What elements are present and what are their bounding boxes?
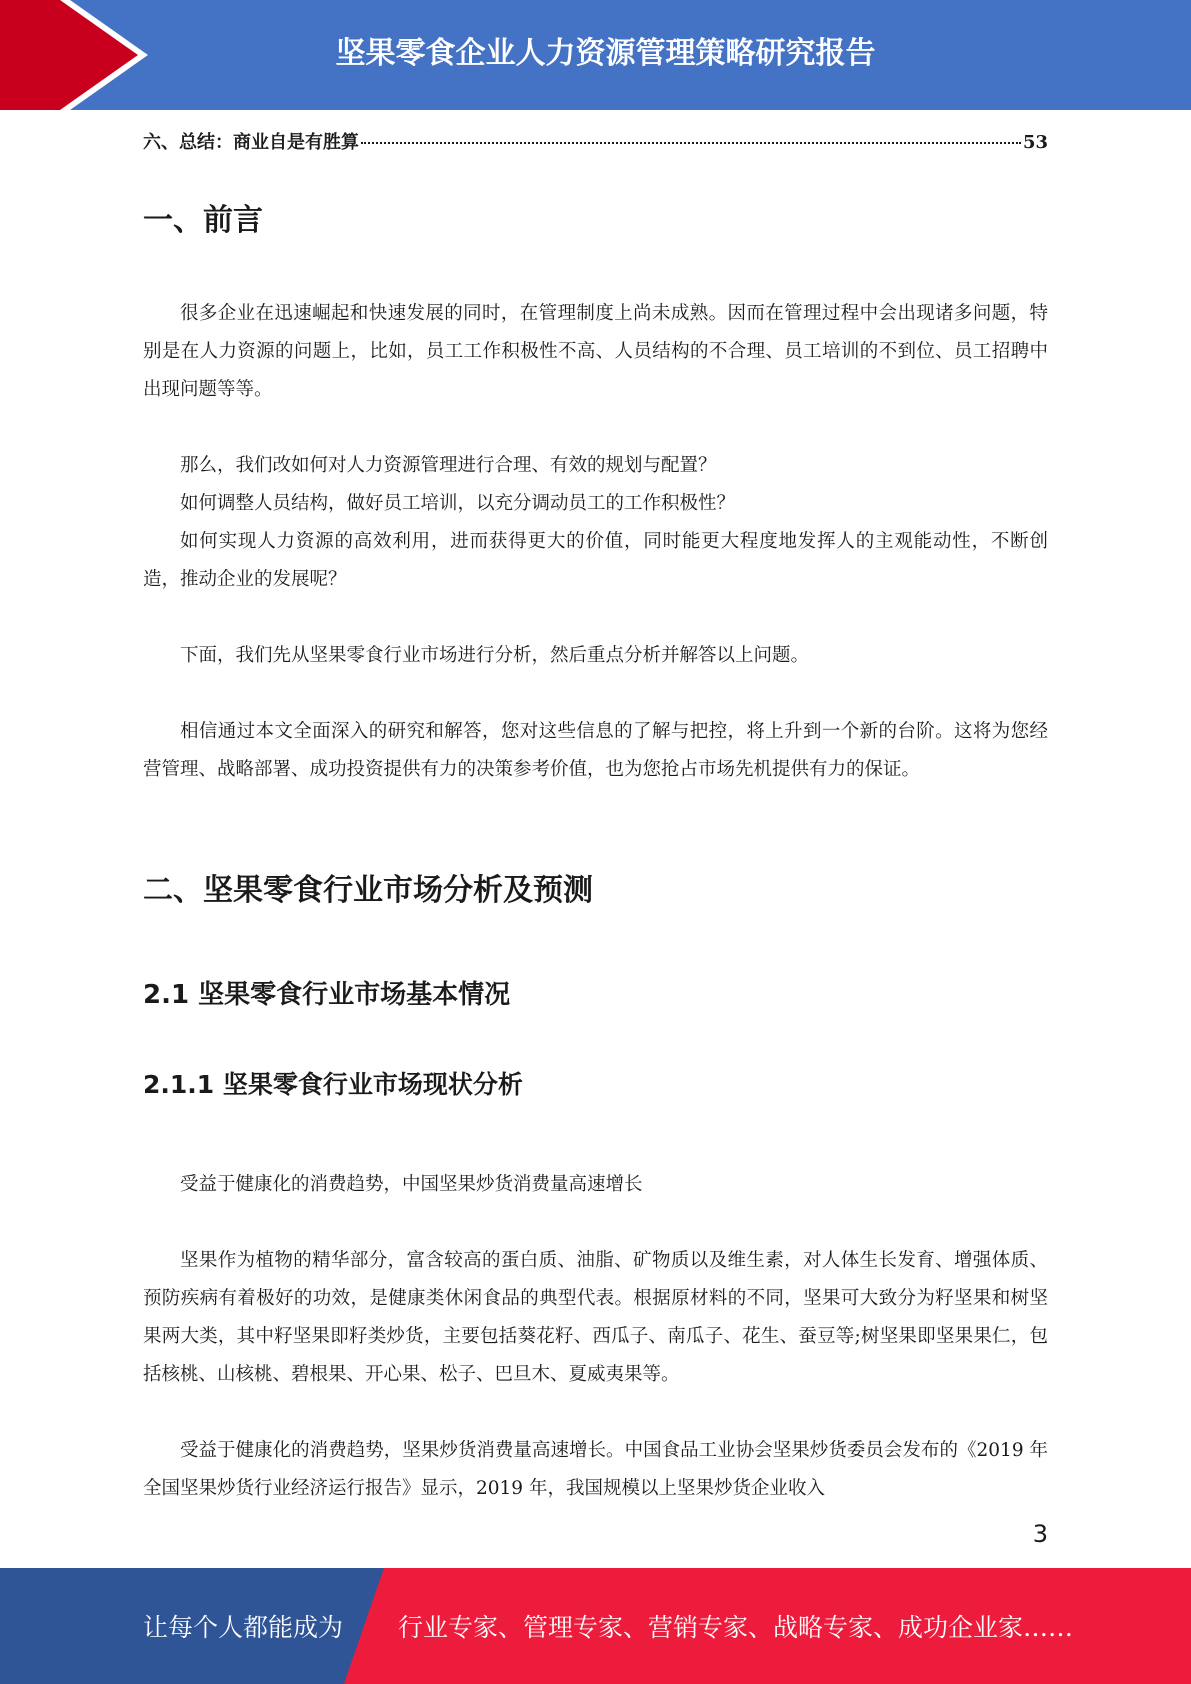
document-body bbox=[143, 128, 1048, 1499]
subsection-heading-2-1: 2.1 坚果零食行业市场基本情况 bbox=[143, 980, 511, 1010]
toc-entry[interactable] bbox=[143, 128, 1048, 154]
toc-entry-label: 六、总结：商业自是有胜算 bbox=[143, 132, 359, 153]
section-heading-1: 一、前言 bbox=[143, 203, 263, 238]
paragraph-intro: 很多企业在迅速崛起和快速发展的同时，在管理制度上尚未成熟。因而在管理过程中会出现诸多问题，特别是在人力资源的问题上，比如，员工工作积极性不高、人员结构的不合理、员工培训的不到位、员工招聘中出现问题等等。 bbox=[143, 303, 1048, 400]
paragraph-nut-types: 坚果作为植物的精华部分，富含较高的蛋白质、油脂、矿物质以及维生素，对人体生长发育、增强体质、预防疾病有着极好的功效，是健康类休闲食品的典型代表。根据原材料的不同，坚果可大致分为籽坚果和树坚果两大类，其中籽坚果即籽类炒货，主要包括葵花籽、西瓜子、南瓜子、花生、蚕豆等;树坚果即坚果果仁，包括核桃、山核桃、碧根果、开心果、松子、巴旦木、夏威夷果等。 bbox=[143, 1250, 1048, 1385]
paragraph-consumption: 受益于健康化的消费趋势，坚果炒货消费量高速增长。中国食品工业协会坚果炒货委员会发布的《2019 年全国坚果炒货行业经济运行报告》显示，2019 年，我国规模以上坚果炒货企业收入 bbox=[143, 1440, 1048, 1499]
page-footer bbox=[0, 1568, 1191, 1684]
report-title: 坚果零食企业人力资源管理策略研究报告 bbox=[335, 36, 876, 71]
subsection-heading-2-1-1: 2.1.1 坚果零食行业市场现状分析 bbox=[143, 1070, 523, 1099]
toc-leader-dots bbox=[361, 142, 1021, 144]
toc-entry-page: 53 bbox=[1022, 132, 1048, 153]
footer-slogan-left: 让每个人都能成为 bbox=[143, 1613, 344, 1642]
paragraph-value: 相信通过本文全面深入的研究和解答，您对这些信息的了解与把控，将上升到一个新的台阶。这将为您经营管理、战略部署、成功投资提供有力的决策参考价值，也为您抢占市场先机提供有力的保证。 bbox=[143, 721, 1048, 780]
page-number: 3 bbox=[1032, 1520, 1048, 1548]
paragraph-question-1: 那么，我们改如何对人力资源管理进行合理、有效的规划与配置？ bbox=[180, 455, 717, 476]
page-header bbox=[0, 0, 1191, 110]
paragraph-transition: 下面，我们先从坚果零食行业市场进行分析，然后重点分析并解答以上问题。 bbox=[180, 645, 810, 666]
section-heading-2: 二、坚果零食行业市场分析及预测 bbox=[143, 873, 593, 908]
paragraph-trend: 受益于健康化的消费趋势，中国坚果炒货消费量高速增长 bbox=[180, 1174, 643, 1195]
footer-slogan-right: 行业专家、管理专家、营销专家、战略专家、成功企业家…… bbox=[398, 1613, 1074, 1642]
paragraph-question-2: 如何调整人员结构，做好员工培训，以充分调动员工的工作积极性？ bbox=[180, 493, 736, 514]
paragraph-question-3: 如何实现人力资源的高效利用，进而获得更大的价值，同时能更大程度地发挥人的主观能动性，不断创造，推动企业的发展呢？ bbox=[143, 531, 1048, 590]
